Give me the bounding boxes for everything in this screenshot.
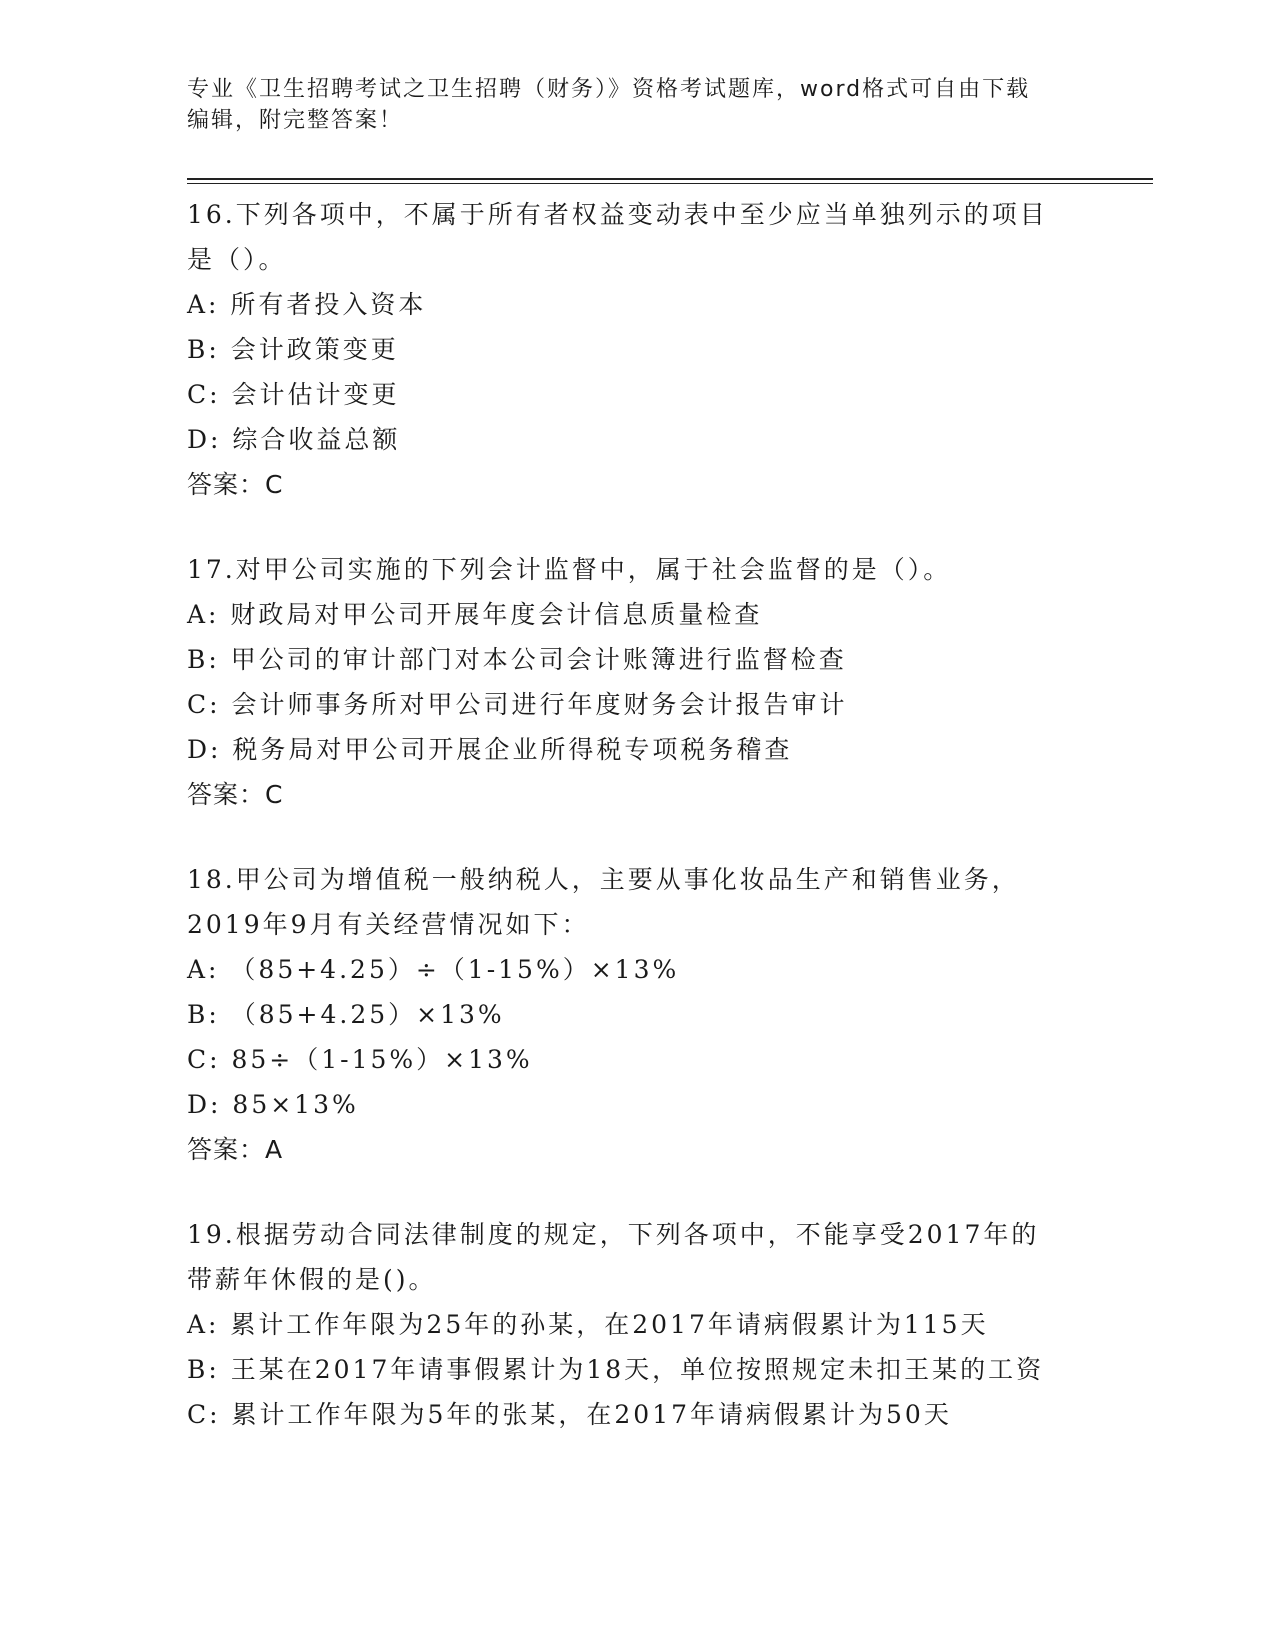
header-line-1: 专业《卫生招聘考试之卫生招聘（财务）》资格考试题库，word格式可自由下载 — [187, 77, 1031, 102]
option-b: B: 会计政策变更 — [187, 335, 399, 364]
stem-line: 19.根据劳动合同法律制度的规定，下列各项中，不能享受2017年的 — [187, 1220, 1040, 1249]
option-c: C: 会计师事务所对甲公司进行年度财务会计报告审计 — [187, 690, 848, 719]
document-header — [187, 74, 1087, 136]
option-c: C: 累计工作年限为5年的张某，在2017年请病假累计为50天 — [187, 1400, 952, 1429]
stem-line: 是（）。 — [187, 245, 287, 274]
option-b: B: （85+4.25）×13% — [187, 1000, 505, 1029]
question-16 — [187, 192, 1117, 507]
header-line-2: 编辑，附完整答案！ — [187, 108, 404, 133]
question-19 — [187, 1212, 1117, 1437]
stem-line: 2019年9月有关经营情况如下： — [187, 910, 590, 939]
option-c: C: 85÷（1-15%）×13% — [187, 1045, 533, 1074]
question-18 — [187, 857, 1117, 1172]
header-divider — [187, 178, 1153, 180]
option-a: A: 累计工作年限为25年的孙某，在2017年请病假累计为115天 — [187, 1310, 989, 1339]
option-d: D: 综合收益总额 — [187, 425, 401, 454]
question-stem — [187, 857, 1117, 947]
answer: 答案：C — [187, 470, 284, 499]
stem-line: 带薪年休假的是()。 — [187, 1265, 437, 1294]
question-list — [187, 192, 1117, 1477]
question-stem — [187, 1212, 1117, 1302]
stem-line: 16.下列各项中，不属于所有者权益变动表中至少应当单独列示的项目 — [187, 200, 1048, 229]
option-d: D: 税务局对甲公司开展企业所得税专项税务稽查 — [187, 735, 793, 764]
question-17 — [187, 547, 1117, 817]
question-stem — [187, 547, 1117, 592]
option-d: D: 85×13% — [187, 1090, 359, 1119]
answer: 答案：A — [187, 1135, 284, 1164]
stem-line: 18.甲公司为增值税一般纳税人，主要从事化妆品生产和销售业务， — [187, 865, 1020, 894]
option-c: C: 会计估计变更 — [187, 380, 400, 409]
option-a: A: 所有者投入资本 — [187, 290, 427, 319]
question-stem — [187, 192, 1117, 282]
answer: 答案：C — [187, 780, 284, 809]
option-a: A: 财政局对甲公司开展年度会计信息质量检查 — [187, 600, 763, 629]
header-divider-thin — [187, 183, 1153, 184]
stem-line: 17.对甲公司实施的下列会计监督中，属于社会监督的是（）。 — [187, 555, 952, 584]
option-b: B: 王某在2017年请事假累计为18天，单位按照规定未扣王某的工资 — [187, 1355, 1045, 1384]
option-b: B: 甲公司的审计部门对本公司会计账簿进行监督检查 — [187, 645, 847, 674]
option-a: A: （85+4.25）÷（1-15%）×13% — [187, 955, 680, 984]
